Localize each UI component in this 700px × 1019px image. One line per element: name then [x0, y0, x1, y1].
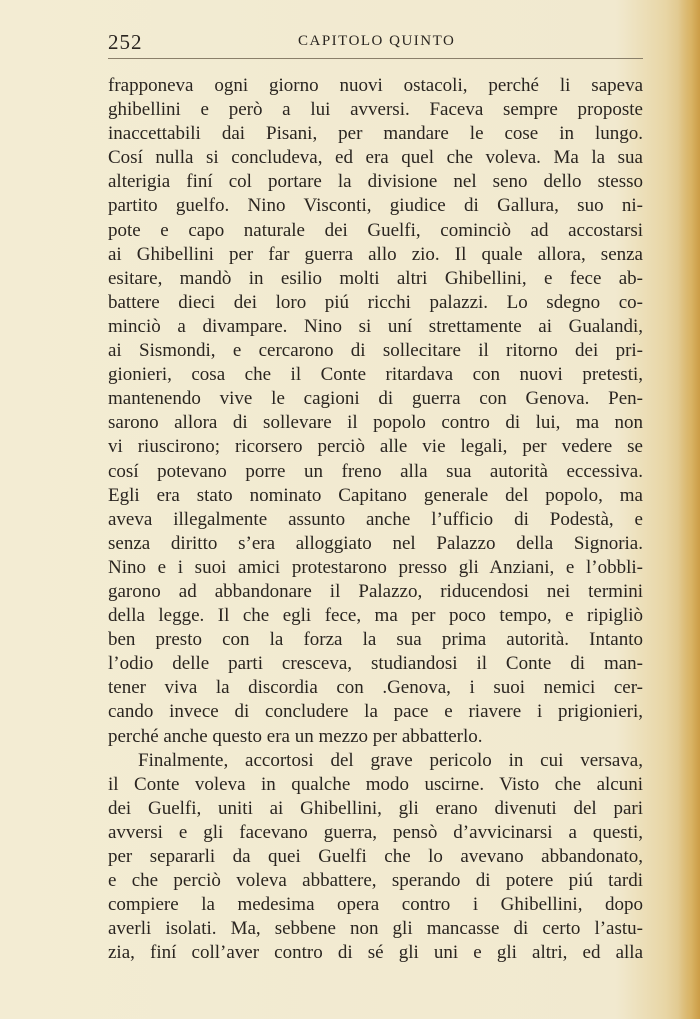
text-line: gionieri, cosa che il Conte ritardava con nuovi pretesti,: [108, 364, 643, 386]
text-line: pote e capo naturale dei Guelfi, cominciò ad accostarsi: [108, 219, 643, 241]
page-spine-shadow: [678, 0, 700, 1019]
page-body: [108, 74, 643, 965]
text-line: minciò a divampare. Nino si uní strettamente ai Gualandi,: [108, 315, 643, 337]
text-line: mantenendo vive le cagioni di guerra con Genova. Pen-: [108, 388, 643, 410]
text-line: senza diritto s’era alloggiato nel Palazzo della Signoria.: [108, 532, 643, 554]
text-line: cando invece di concludere la pace e riavere i prigionieri,: [108, 701, 643, 723]
paragraph: [108, 74, 643, 749]
text-line: zia, finí coll’aver contro di sé gli uni e gli altri, ed alla: [108, 942, 643, 964]
text-line: ben presto con la forza la sua prima autorità. Intanto: [108, 629, 643, 651]
text-line: compiere la medesima opera contro i Ghibellini, dopo: [108, 894, 643, 916]
text-line: frapponeva ogni giorno nuovi ostacoli, perché li sapeva: [108, 75, 643, 96]
header-rule: [108, 58, 643, 59]
text-line: della legge. Il che egli fece, ma per poco tempo, e ripigliò: [108, 605, 643, 627]
text-line: ai Ghibellini per far guerra allo zio. Il quale allora, senza: [108, 243, 643, 265]
page-header: [108, 30, 643, 56]
text-line: Egli era stato nominato Capitano generale del popolo, ma: [108, 484, 643, 506]
paragraph: [108, 749, 643, 966]
text-line: aveva illegalmente assunto anche l’ufficio di Podestà, e: [108, 508, 643, 530]
text-line: garono ad abbandonare il Palazzo, riducendosi nei termini: [108, 580, 643, 602]
running-head: CAPITOLO QUINTO: [298, 33, 456, 49]
text-line: avversi e gli facevano guerra, pensò d’avvicinarsi a questi,: [108, 821, 643, 843]
text-line: battere dieci dei loro piú ricchi palazzi. Lo sdegno co-: [108, 291, 643, 313]
text-line: alterigia finí col portare la divisione nel seno dello stesso: [108, 171, 643, 193]
text-line: vi riuscirono; ricorsero perciò alle vie legali, per vedere se: [108, 436, 643, 458]
text-line: dei Guelfi, uniti ai Ghibellini, gli erano divenuti del pari: [108, 797, 643, 819]
text-line: tener viva la discordia con .Genova, i suoi nemici cer-: [108, 677, 643, 699]
text-line: ai Sismondi, e cercarono di sollecitare il ritorno dei pri-: [108, 340, 643, 362]
text-line: l’odio delle parti cresceva, studiandosi il Conte di man-: [108, 653, 643, 675]
text-line: Nino e i suoi amici protestarono presso gli Anziani, e l’obbli-: [108, 556, 643, 578]
text-line: partito guelfo. Nino Visconti, giudice di Gallura, suo ni-: [108, 195, 643, 217]
text-line: sarono allora di sollevare il popolo contro di lui, ma non: [108, 412, 643, 434]
text-line: perché anche questo era un mezzo per abbatterlo.: [108, 725, 483, 747]
text-line: Cosí nulla si concludeva, ed era quel che voleva. Ma la sua: [108, 147, 643, 169]
text-line: per separarli da quei Guelfi che lo avevano abbandonato,: [108, 846, 643, 867]
text-line: Finalmente, accortosi del grave pericolo in cui versava,: [138, 749, 643, 771]
text-line: esitare, mandò in esilio molti altri Ghibellini, e fece ab-: [108, 267, 643, 289]
text-line: averli isolati. Ma, sebbene non gli mancasse di certo l’astu-: [108, 918, 643, 940]
text-line: ghibellini e però a lui avversi. Faceva sempre proposte: [108, 99, 643, 121]
text-line: e che perciò voleva abbattere, sperando di potere piú tardi: [108, 870, 643, 892]
text-line: inaccettabili dai Pisani, per mandare le cose in lungo.: [108, 123, 643, 145]
page-number: 252: [108, 30, 143, 54]
text-line: il Conte voleva in qualche modo uscirne. Visto che alcuni: [108, 773, 643, 795]
text-line: cosí potevano porre un freno alla sua autorità eccessiva.: [108, 460, 643, 482]
